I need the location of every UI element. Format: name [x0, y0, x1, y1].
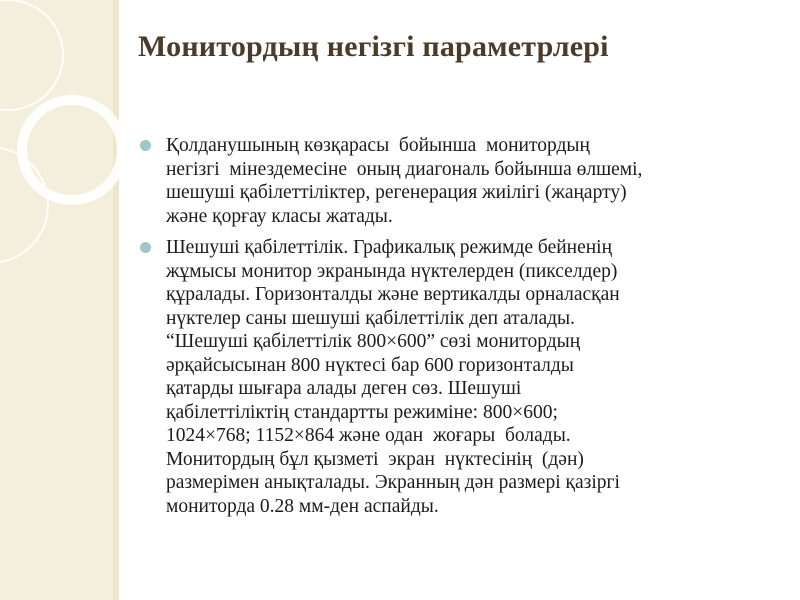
bullet-text: Шешуші қабілеттілік. Графикалық режимде бейненің жұмысы монитор экранында нүктелерден (пикселдер) құралады. Горизонталды және вертикалды орналасқан нүктелер саны шешуші қабілеттілік деп аталады. “Шешуші қабілеттілік 800×600” сөзі монитордың әрқайсысынан 800 нүктесі бар 600 горизонталды қатарды шығара алады деген сөз. Шешуші қабілеттіліктің стандартты режиміне: 800×600; 1024×768; 1152×864 және одан жоғары болады. Монитордың бұл қызметі экран нүктесінің (дән) размерімен анықталады. Экранның дән размері қазіргі мониторда 0.28 мм-ден аспайды. [166, 237, 620, 517]
decorative-circles [0, 0, 120, 600]
bullet-item [138, 236, 778, 518]
slide-content [138, 134, 778, 526]
bullet-text: Қолданушының көзқарасы бойынша монитордың негізгі мінездемесіне оның диагональ бойынша өлшемі, шешуші қабілеттіліктер, регенерация жиілігі (жаңарту) және қорғау класы жатады. [166, 135, 643, 227]
bullet-item [138, 134, 778, 228]
bullet-dot-icon [140, 242, 151, 253]
slide-title: Монитордың негізгі параметрлері [138, 30, 609, 63]
bullet-dot-icon [140, 140, 151, 151]
